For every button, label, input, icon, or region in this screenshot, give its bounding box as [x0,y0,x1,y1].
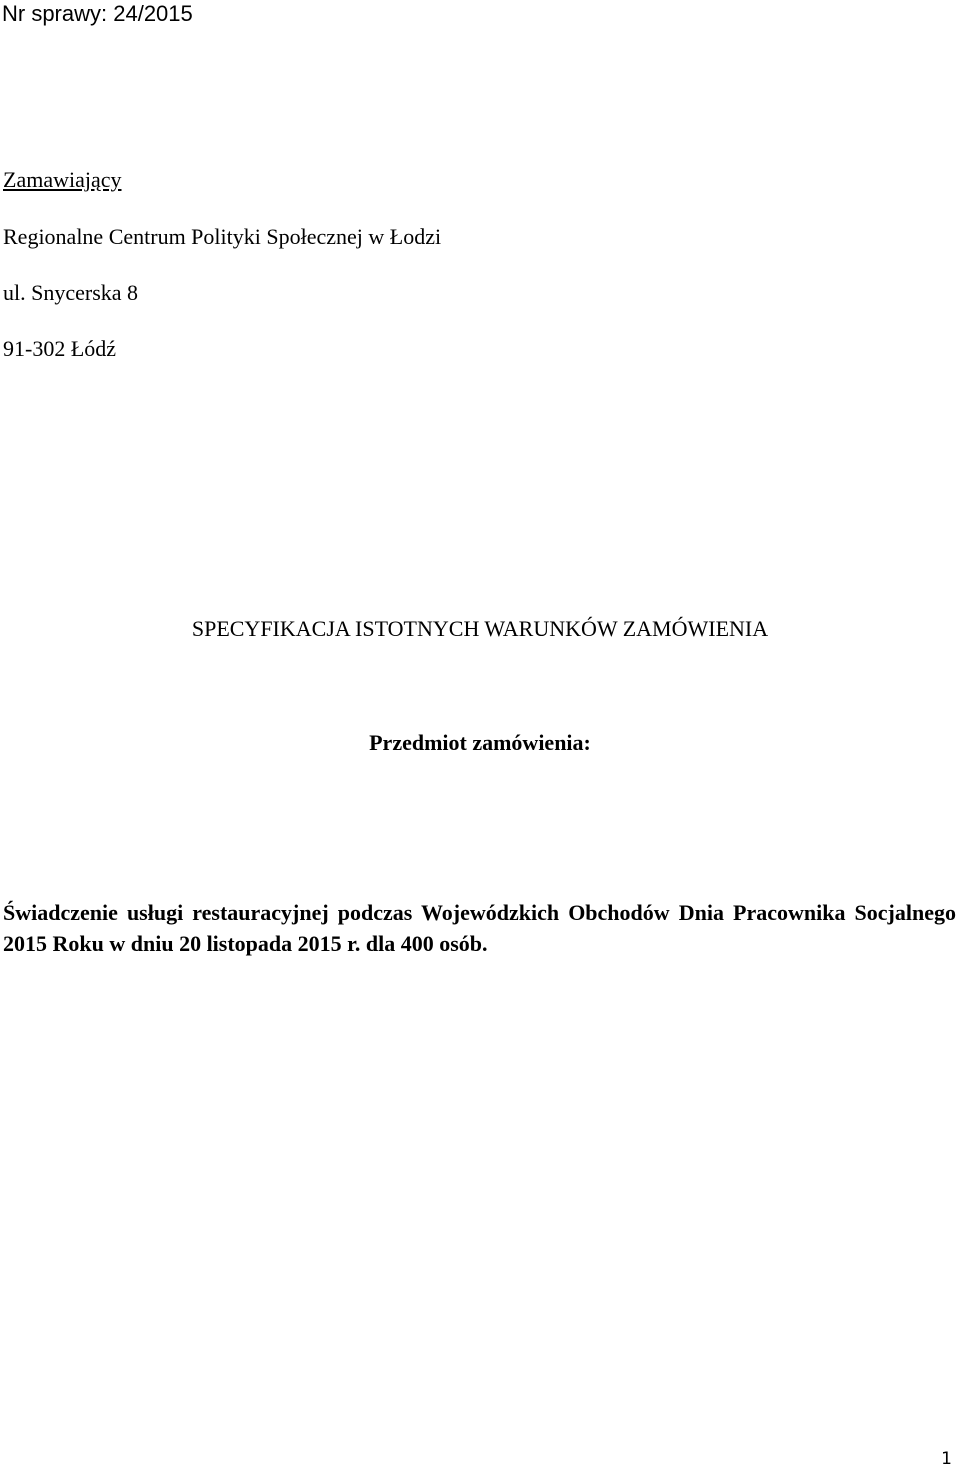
buyer-label: Zamawiający [3,167,122,192]
page-number: 1 [941,1449,952,1469]
buyer-street: ul. Snycerska 8 [3,280,139,305]
case-number: Nr sprawy: 24/2015 [2,1,193,26]
subject-label: Przedmiot zamówienia: [369,730,591,755]
buyer-city: 91-302 Łódź [3,336,117,361]
document-title: SPECYFIKACJA ISTOTNYCH WARUNKÓW ZAMÓWIENIA [191,616,769,641]
subject-text: Świadczenie usługi restauracyjnej podczas Wojewódzkich Obchodów Dnia Pracownika Socjalnego 2015 Roku w dniu 20 listopada 2015 r. dla 400 osób. [3,900,956,956]
buyer-name: Regionalne Centrum Polityki Społecznej w Łodzi [3,224,442,249]
